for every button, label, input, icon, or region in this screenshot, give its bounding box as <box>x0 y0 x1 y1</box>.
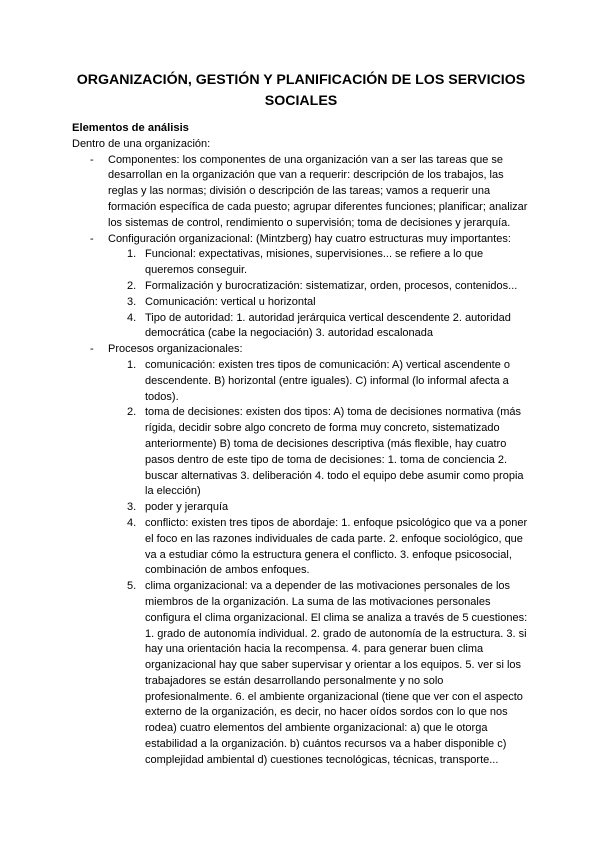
intro-text: Dentro de una organización: <box>72 137 211 150</box>
item-number: 4. <box>127 516 137 529</box>
document-page <box>72 70 530 769</box>
list-item-text: Procesos organizacionales: <box>108 343 243 356</box>
section-heading: Elementos de análisis <box>72 122 189 134</box>
sub-list-item <box>108 311 530 343</box>
sub-item-text: Formalización y burocratización: sistematizar, orden, procesos, contenidos... <box>145 279 518 292</box>
sub-list-item <box>108 516 530 579</box>
sub-item-text: clima organizacional: va a depender de las motivaciones personales de los miembros de la organización. La suma de las motivaciones personales configura el clima organizacional. El clima se analiza a través de 5 cuestiones: 1. grado de autonomía individual. 2. grado de autonomía de la estructura. 3. si hay una orientación hacia la recompensa. 4. para generar buen clima organizacional hay que saber supervisar y orientar a los equipos. 5. ver si los trabajadores se están desarrollando personalmente y no solo profesionalmente. 6. el ambiente organizacional (tiene que ver con el aspecto externo de la organización, es decir, no hacer oídos sordos con lo que nos rodea) cuatro elementos del ambiente organizacional: a) que le otorga estabilidad a la organización. b) cuántos recursos va a haber disponible c) complejidad ambiental d) cuestiones tecnológicas, técnicas, transporte... <box>145 580 528 766</box>
sub-list <box>108 358 530 769</box>
main-list <box>72 153 530 769</box>
sub-item-text: Comunicación: vertical u horizontal <box>145 295 316 308</box>
sub-list-item <box>108 247 530 279</box>
sub-item-text: toma de decisiones: existen dos tipos: A) toma de decisiones normativa (más rígida, decidir sobre algo concreto de forma muy concreto, sistematizado anteriormente) B) toma de decisiones descriptiva (más flexible, hay cuatro pasos dentro de este tipo de toma de decisiones: 1. toma de conciencia 2. buscar alternativas 3. deliberación 4. todo el equipo debe asumir como propia la elección) <box>145 406 524 498</box>
document-title: ORGANIZACIÓN, GESTIÓN Y PLANIFICACIÓN DE LOS SERVICIOS SOCIALES <box>76 72 526 109</box>
dash-bullet: - <box>90 153 94 166</box>
item-number: 3. <box>127 295 137 308</box>
sub-list-item <box>108 405 530 500</box>
sub-item-text: conflicto: existen tres tipos de abordaje: 1. enfoque psicológico que va a poner el foco en las razones individuales de cada parte. 2. enfoque sociológico, que va a estudiar cómo la estructura genera el conflicto. 3. enfoque psicosocial, combinación de ambos enfoques. <box>145 516 528 577</box>
sub-item-text: Funcional: expectativas, misiones, supervisiones... se refiere a lo que queremos conseguir. <box>145 248 484 277</box>
list-item-componentes <box>72 153 530 232</box>
dash-bullet: - <box>90 343 94 356</box>
sub-list-item <box>108 295 530 311</box>
item-number: 1. <box>127 248 137 261</box>
list-item-procesos <box>72 342 530 769</box>
item-number: 4. <box>127 311 137 324</box>
sub-list-item <box>108 358 530 405</box>
sub-item-text: poder y jerarquía <box>145 501 229 514</box>
sub-list <box>108 247 530 342</box>
list-item-text: Componentes: los componentes de una organización van a ser las tareas que se desarrollan en la organización que van a requerir: descripción de los trabajos, las reglas y las normas; división o descripción de las tareas; vamos a requerir una formación específica de cada puesto; agrupar diferentes funciones; planificar; analizar los sistemas de control, rendimiento o supervisión; toma de decisiones y jerarquía. <box>108 153 528 229</box>
sub-item-text: Tipo de autoridad: 1. autoridad jerárquica vertical descendente 2. autoridad democrática (cabe la negociación) 3. autoridad escalonada <box>145 311 511 340</box>
sub-list-item <box>108 579 530 769</box>
item-number: 2. <box>127 279 137 292</box>
dash-bullet: - <box>90 232 94 245</box>
list-item-text: Configuración organizacional: (Mintzberg) hay cuatro estructuras muy importantes: <box>108 232 511 245</box>
sub-list-item <box>108 500 530 516</box>
item-number: 3. <box>127 501 137 514</box>
item-number: 2. <box>127 406 137 419</box>
sub-list-item <box>108 279 530 295</box>
sub-item-text: comunicación: existen tres tipos de comunicación: A) vertical ascendente o descendente. B) horizontal (entre iguales). C) informal (lo informal afecta a todos). <box>145 358 511 403</box>
list-item-configuracion <box>72 232 530 343</box>
item-number: 1. <box>127 358 137 371</box>
item-number: 5. <box>127 580 137 593</box>
